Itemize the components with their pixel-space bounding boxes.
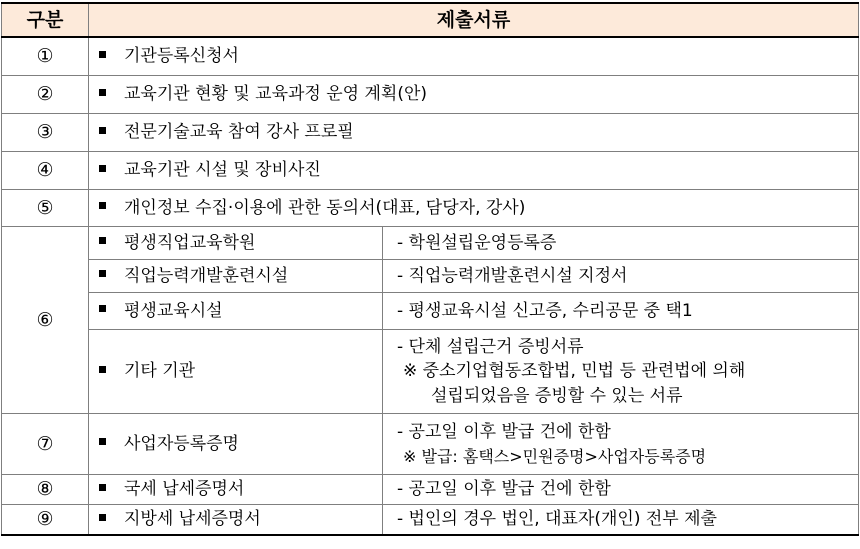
table-row: [2, 152, 859, 190]
header-category: 구분: [2, 3, 89, 37]
bullet-icon: [99, 514, 106, 521]
document-item: 국세 납세증명서: [89, 475, 383, 505]
submission-documents-table: [1, 2, 859, 536]
row-number: ④: [2, 152, 89, 190]
table-row: [2, 505, 859, 535]
document-item: 지방세 납세증명서: [89, 505, 383, 535]
bullet-icon: [99, 127, 106, 134]
row-number: ③: [2, 114, 89, 152]
detail-line: - 공고일 이후 발급 건에 한함: [397, 422, 611, 443]
document-item: 개인정보 수집·이용에 관한 동의서(대표, 담당자, 강사): [89, 190, 859, 227]
bullet-icon: [99, 438, 106, 445]
table-row: [2, 293, 859, 330]
document-detail: - 법인의 경우 법인, 대표자(개인) 전부 제출: [383, 505, 859, 535]
document-item: 평생직업교육학원: [89, 227, 383, 260]
table-row: [2, 76, 859, 114]
row-number: ⑥: [2, 227, 89, 414]
table-row: [2, 260, 859, 293]
document-detail: - 평생교육시설 신고증, 수리공문 중 택1: [383, 293, 859, 330]
table-row: [2, 227, 859, 260]
detail-line: - 단체 설립근거 증빙서류: [397, 336, 584, 357]
document-detail: [383, 414, 859, 475]
bullet-icon: [99, 305, 106, 312]
document-detail: - 학원설립운영등록증: [383, 227, 859, 260]
document-detail: - 공고일 이후 발급 건에 한함: [383, 475, 859, 505]
document-item: 교육기관 시설 및 장비사진: [89, 152, 859, 190]
bullet-icon: [99, 202, 106, 209]
header-documents: 제출서류: [89, 3, 859, 37]
bullet-icon: [99, 484, 106, 491]
document-item: 기관등록신청서: [89, 37, 859, 76]
document-item: 평생교육시설: [89, 293, 383, 330]
document-item: 직업능력개발훈련시설: [89, 260, 383, 293]
note-line: ※ 중소기업협동조합법, 민법 등 관련법에 의해: [403, 361, 746, 382]
bullet-icon: [99, 89, 106, 96]
row-number: ⑨: [2, 505, 89, 535]
bullet-icon: [99, 51, 106, 58]
table-row: [2, 414, 859, 475]
row-number: ②: [2, 76, 89, 114]
row-number: ⑧: [2, 475, 89, 505]
row-number: ⑦: [2, 414, 89, 475]
bullet-icon: [99, 237, 106, 244]
bullet-icon: [99, 366, 106, 373]
document-detail: - 직업능력개발훈련시설 지정서: [383, 260, 859, 293]
document-detail: [383, 330, 859, 414]
table-row: [2, 330, 859, 414]
document-item: 기타 기관: [89, 330, 383, 414]
table-header-row: [2, 3, 859, 37]
bullet-icon: [99, 270, 106, 277]
note-line: 설립되었음을 증빙할 수 있는 서류: [431, 385, 683, 406]
note-line: ※ 발급: 홈택스>민원증명>사업자등록증명: [403, 446, 707, 466]
table-row: [2, 475, 859, 505]
document-item: 전문기술교육 참여 강사 프로필: [89, 114, 859, 152]
bullet-icon: [99, 165, 106, 172]
row-number: ⑤: [2, 190, 89, 227]
table-row: [2, 190, 859, 227]
table-row: [2, 37, 859, 76]
document-item: 사업자등록증명: [89, 414, 383, 475]
document-item: 교육기관 현황 및 교육과정 운영 계획(안): [89, 76, 859, 114]
table-row: [2, 114, 859, 152]
row-number: ①: [2, 37, 89, 76]
